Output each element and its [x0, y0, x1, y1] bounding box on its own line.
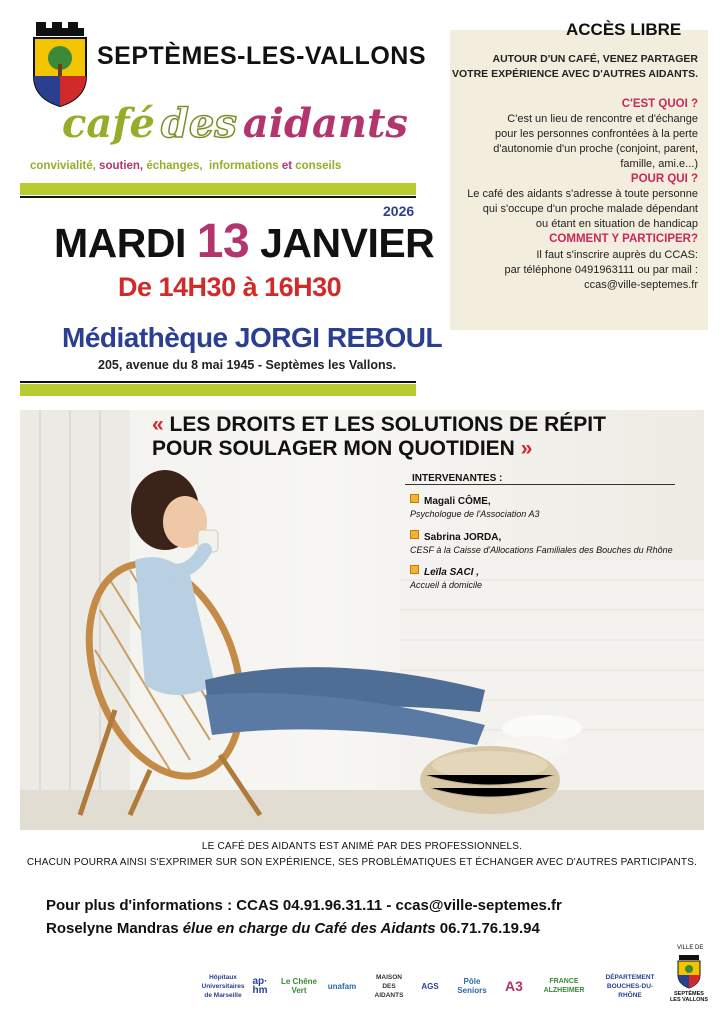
event-year: 2026: [383, 203, 415, 219]
info-heading-who: POUR QUI ?: [630, 173, 698, 185]
event-date: [54, 214, 434, 269]
tag-word: informations: [208, 160, 279, 172]
info-text: famille, ami.e...): [620, 158, 698, 170]
theme-line-1: LES DROITS ET LES SOLUTIONS DE RÉPIT: [169, 413, 606, 436]
speaker-role: Psychologue de l'Association A3: [410, 509, 540, 519]
a3-logo: A3: [505, 977, 523, 994]
chene-vert-logo: Le Chêne Vert: [280, 977, 317, 995]
info-text: par téléphone 0491963111 ou par mail :: [504, 264, 698, 276]
departement-logo: DÉPARTEMENT BOUCHES-DU-RHÔNE: [605, 973, 655, 999]
close-quote: »: [520, 437, 533, 460]
info-heading-how: COMMENT Y PARTICIPER?: [549, 233, 698, 245]
event-month: JANVIER: [260, 220, 435, 266]
ags-logo: AGS: [421, 981, 439, 991]
green-divider-bottom: [20, 384, 416, 396]
info-text: d'autonomie d'un proche (conjoint, parent,: [493, 143, 698, 155]
green-divider-top: [20, 183, 416, 195]
more-info-line: Pour plus d'informations : CCAS 04.91.96.31.11 - ccas@ville-septemes.fr: [46, 897, 562, 914]
town-name: SEPTÈMES-LES-VALLONS: [97, 42, 427, 70]
tag-word: conseils: [295, 160, 342, 172]
speaker-role: Accueil à domicile: [410, 580, 483, 590]
elected-role: élue en charge du Café des Aidants: [182, 920, 436, 937]
event-day-name: MARDI: [54, 220, 186, 266]
theme-line-2: POUR SOULAGER MON QUOTIDIEN: [152, 437, 515, 460]
speaker-name: Leïla SACI ,: [424, 567, 480, 578]
info-text: ou étant en situation de handicap: [535, 218, 698, 230]
elected-contact: [46, 920, 540, 937]
speaker-role: CESF à la Caisse d'Allocations Familiales des Bouches du Rhône: [410, 545, 673, 555]
title-word-cafe: café: [62, 100, 155, 147]
speaker-name: Sabrina JORDA,: [424, 532, 502, 543]
ville-de-label: VILLE DE: [677, 945, 704, 951]
bullet-square-icon: [410, 530, 419, 539]
open-quote: «: [152, 413, 164, 436]
bullet-square-icon: [410, 494, 419, 503]
small-town-crest-logo: [676, 955, 702, 989]
elected-phone: 06.71.76.19.94: [439, 920, 540, 937]
black-divider-top: [20, 196, 416, 198]
hero-photo: [20, 410, 704, 830]
info-text: qui s'occupe d'un proche malade dépendant: [482, 203, 698, 215]
access-label: ACCÈS LIBRE: [566, 20, 682, 39]
black-divider-bottom: [20, 381, 416, 383]
tagline: [30, 160, 341, 172]
event-time: De 14H30 à 16H30: [118, 272, 342, 302]
info-text: C'est un lieu de rencontre et d'échange: [507, 113, 698, 125]
small-town-name: SEPTÈMES LES VALLONS: [669, 991, 709, 1003]
cafe-des-aidants-title: [62, 100, 408, 147]
france-alzheimer-logo: FRANCE ALZHEIMER: [543, 978, 585, 994]
tag-word: échanges,: [146, 160, 203, 172]
tag-word: convivialité,: [30, 160, 96, 172]
aphm-mark: ap· hm: [252, 976, 268, 996]
event-day-number: 13: [196, 215, 250, 268]
unafam-logo: unafam: [327, 981, 357, 991]
info-heading-what: C'EST QUOI ?: [621, 98, 698, 110]
event-venue: Médiathèque JORGI REBOUL: [62, 322, 443, 353]
bullet-square-icon: [410, 565, 419, 574]
speakers-title: INTERVENANTES :: [412, 473, 503, 484]
elected-name: Roselyne Mandras: [46, 920, 179, 937]
pole-seniors-logo: Pôle Seniors: [457, 977, 487, 995]
theme-title: [152, 413, 606, 461]
event-address: 205, avenue du 8 mai 1945 - Septèmes les Vallons.: [98, 358, 397, 372]
animation-note: CHACUN POURRA AINSI S'EXPRIMER SUR SON EXPÉRIENCE, SES PROBLÉMATIQUES ET ÉCHANGER AVEC D'AUTRES PARTICIPANTS.: [26, 857, 698, 868]
animation-note: LE CAFÉ DES AIDANTS EST ANIMÉ PAR DES PROFESSIONNELS.: [201, 841, 523, 852]
speaker-item: [410, 530, 673, 557]
info-email: ccas@ville-septemes.fr: [584, 279, 698, 291]
relaxing-woman-illustration: [20, 410, 704, 830]
info-text: pour les personnes confrontées à la perte: [494, 128, 698, 140]
title-word-des: des: [160, 100, 237, 147]
speaker-item: [410, 494, 539, 521]
info-text: Le café des aidants s'adresse à toute personne: [467, 188, 698, 200]
aphm-logo: Hôpitaux Universitaires de Marseille: [201, 973, 245, 999]
tag-word: soutien,: [99, 160, 144, 172]
title-word-aidants: aidants: [242, 100, 408, 147]
info-text: Il faut s'inscrire auprès du CCAS:: [536, 249, 698, 261]
speakers-divider: [405, 484, 675, 485]
speaker-name: Magali CÔME,: [424, 496, 491, 507]
maison-aidants-logo: MAISON DES AIDANTS: [374, 973, 404, 999]
info-intro-line: VOTRE EXPÉRIENCE AVEC D'AUTRES AIDANTS.: [452, 68, 698, 80]
speaker-item: [410, 565, 482, 592]
town-crest-logo: [30, 16, 90, 108]
tag-word: et: [281, 160, 293, 172]
info-intro-line: AUTOUR D'UN CAFÉ, VENEZ PARTAGER: [492, 53, 698, 65]
